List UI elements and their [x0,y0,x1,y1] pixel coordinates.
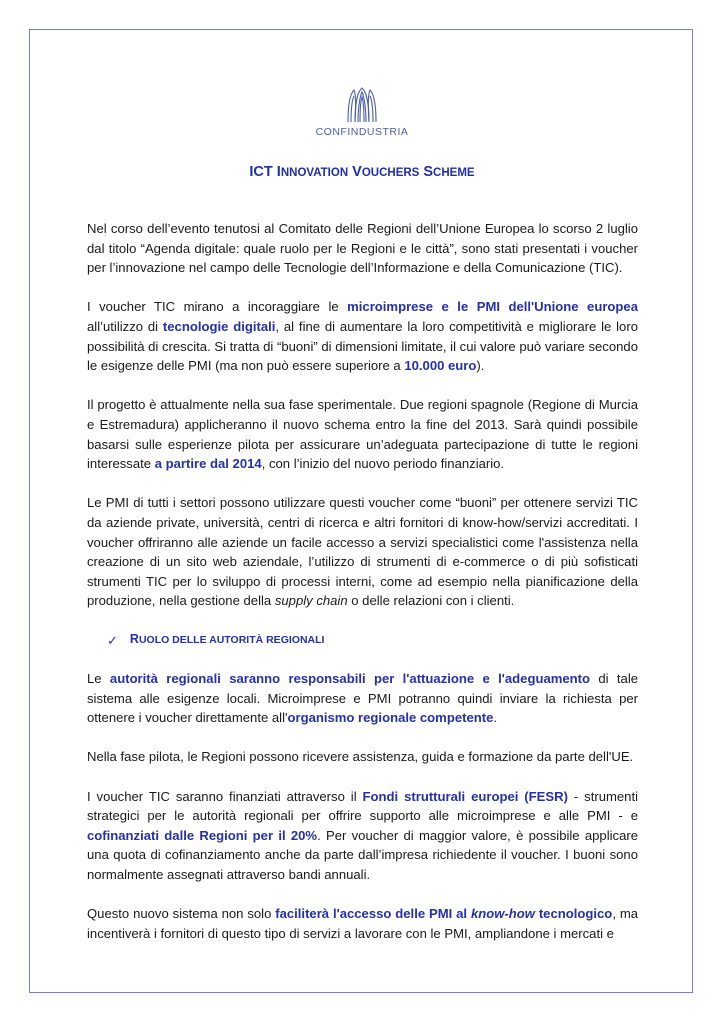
paragraph-assistance: Nella fase pilota, le Regioni possono ricevere assistenza, guida e formazione da parte dell'UE. [87,749,634,765]
section-rest: UOLO DELLE AUTORITÀ REGIONALI [138,634,325,647]
text: , con l’inizio del nuovo periodo finanziario. [261,456,505,472]
section-initial: R [129,632,139,647]
highlight: Fondi strutturali europei (FESR) [362,788,568,804]
section-heading [107,630,638,651]
text: all’utilizzo di [87,318,163,334]
text: I voucher TIC saranno finanziati attraverso il [87,788,363,804]
title-v: V [352,164,362,180]
paragraph-services [87,493,638,611]
highlight: organismo regionale competente [287,710,494,726]
title-s: S [423,164,434,180]
paragraph-benefits [87,904,638,943]
highlight: tecnologie digitali [162,318,276,334]
text: Questo nuovo sistema non solo [87,906,276,922]
highlight: microimprese e le PMI dell'Unione europea [347,299,638,315]
text: Il progetto è attualmente nella sua fase sperimentale. Due regioni spagnole (Regione di Murcia e Estremadura) applicheranno il nuovo schema entro la fine del 2013. Sarà quindi possibile basarsi sulle esperienze pilota per assicurare un’adeguata partecipazione di tutte le regioni interessate [87,397,638,472]
page-title [0,164,724,180]
title-nnovation: NNOVATION [280,167,349,179]
logo-text: CONFINDUSTRIA [315,126,409,138]
confindustria-emblem-icon [344,86,380,124]
highlight: autorità regionali saranno responsabili per l'attuazione e l'adeguamento [109,671,591,687]
text: o delle relazioni con i clienti. [347,593,515,609]
paragraph-intro: Nel corso dell’evento tenutosi al Comitato delle Regioni dell’Unione Europea lo scorso 2 luglio dal titolo “Agenda digitale: quale ruolo per le Regioni e le città”, sono stati presentati i voucher per l’innovazione nel campo delle Tecnologie dell’Informazione e della Comunicazione (TIC). [87,221,638,276]
text: di tale sistema alle esigenze locali. Microimprese e PMI potranno quindi inviare la richiesta per ottenere i voucher direttamente all' [87,671,639,726]
text: . [493,710,498,726]
text: I voucher TIC mirano a incoraggiare le [87,299,348,315]
paragraph-funding [87,787,638,885]
text: , ma incentiverà i fornitori di questo tipo di servizi a lavorare con le PMI, ampliandone i mercati e [87,906,639,941]
text: - strumenti strategici per le autorità regionali per offrire supporto alle microimprese e alle PMI - e [87,788,639,824]
title-i: I [276,164,281,180]
paragraph-objectives [87,297,638,375]
section-title [130,630,325,651]
highlight: 10.000 euro [404,358,477,374]
text: , al fine di aumentare la loro competitività e migliorare le loro possibilità di crescita. Si tratta di “buoni” di dimensioni limitate, il cui valore può variare secondo le esigenze delle PMI (ma non può essere superiore a [87,318,638,374]
text: Le PMI di tutti i settori possono utilizzare questi voucher come “buoni” per ottenere servizi TIC da aziende private, università, centri di ricerca e altri fornitori di know-how/servizi accreditati. I voucher offriranno alle aziende un facile accesso a servizi specialistici come l'assistenza nella creazione di un sito web aziendale, l’utilizzo di strumenti di e-commerce o di più sofisticati strumenti TIC per lo sviluppo di processi interni, come ad esempio nella pianificazione della produzione, nella gestione della [87,495,638,609]
text: ). [476,358,485,374]
title-cheme: CHEME [433,167,475,179]
highlight: tecnologico [534,906,613,922]
highlight: faciliterà l'accesso delle PMI al [275,906,471,922]
checkmark-icon: ✓ [107,632,118,648]
confindustria-logo [300,86,424,138]
text: Le [87,671,110,687]
text: . Per voucher di maggior valore, è possibile applicare una quota di cofinanziamento anche da parte dall’impresa richiedente il voucher. I buoni sono normalmente assegnati attraverso bandi annuali. [87,827,638,882]
paragraph-regional-role [87,669,638,728]
highlight: cofinanziati dalle Regioni per il 20% [87,827,318,843]
document-body [87,219,638,963]
paragraph-pilot [87,395,638,473]
title-ouchers: OUCHERS [361,167,420,179]
highlight: a partire dal 2014 [154,456,262,472]
emphasis: supply chain [274,593,348,609]
title-ict: ICT [249,164,273,180]
highlight-emphasis: know-how [470,906,535,922]
